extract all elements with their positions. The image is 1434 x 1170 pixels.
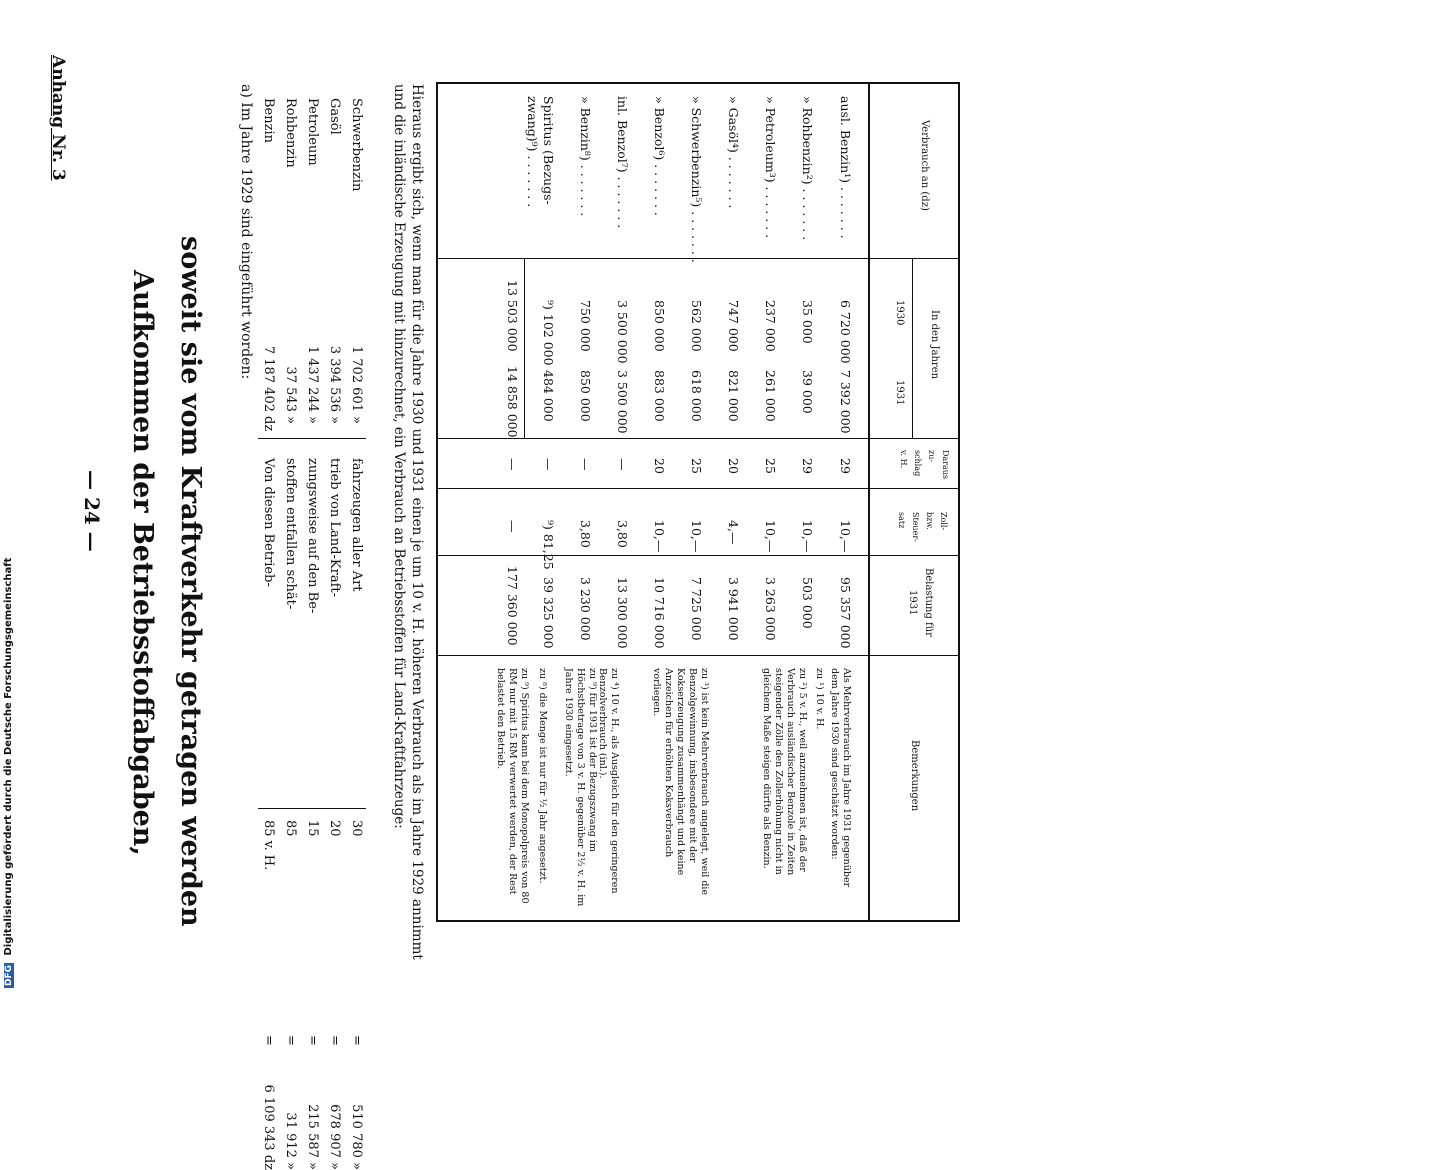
table-top-border bbox=[436, 82, 960, 84]
import-value: 37 543 bbox=[283, 366, 298, 412]
import-unit: » bbox=[305, 416, 320, 424]
total-1931: 14 858 000 bbox=[505, 366, 520, 438]
value-belastung: 503 000 bbox=[800, 577, 815, 629]
value-zollsatz: 10,— bbox=[763, 520, 778, 553]
value-zuschlag: 29 bbox=[800, 458, 815, 474]
header-zollsatz-b: bzw. bbox=[925, 512, 934, 530]
value-zollsatz: 3,80 bbox=[615, 520, 630, 548]
header-zuschlag-c: schlag bbox=[913, 450, 922, 477]
value-zollsatz: ⁹) 81,25 bbox=[541, 520, 556, 570]
equals-sign: = bbox=[305, 1035, 320, 1046]
totals-rule bbox=[524, 258, 525, 438]
value-belastung: 3 263 000 bbox=[763, 577, 778, 641]
table-note: zu ⁹) für 1931 ist der Bezugszwang im Höchstbetrage von 3 v. H. gegenüber 2½ v. H. im Jahre 1930 eingesetzt. bbox=[563, 668, 598, 907]
header-zollsatz-a: Zoll- bbox=[939, 512, 948, 531]
value-zuschlag: — bbox=[578, 458, 593, 471]
value-zuschlag: 25 bbox=[689, 458, 704, 474]
brace-text-line: fahrzeugen aller Art bbox=[349, 458, 364, 592]
zuschlag-rule bbox=[436, 488, 960, 489]
row-label: » Schwerbenzin⁵) . . . . . . . bbox=[689, 96, 704, 263]
header-1930: 1930 bbox=[894, 300, 905, 326]
import-name: Schwerbenzin bbox=[349, 98, 364, 192]
row-label: zwang)⁹) . . . . . . . bbox=[525, 96, 540, 208]
anhang-label: Anhang Nr. 3 bbox=[48, 55, 68, 181]
years-1930-rule bbox=[436, 438, 960, 439]
value-1931: 618 000 bbox=[689, 370, 704, 422]
value-1930: 6 720 000 bbox=[838, 300, 853, 364]
value-zuschlag: — bbox=[541, 458, 556, 471]
value-1931: 821 000 bbox=[726, 370, 741, 422]
import-percent: 85 bbox=[283, 820, 298, 837]
total-zuschlag: — bbox=[505, 458, 520, 471]
value-1930: ⁹) 102 000 bbox=[541, 300, 556, 366]
brace-text-line: Von diesen Betrieb- bbox=[261, 458, 276, 587]
import-value: 1 437 244 bbox=[305, 345, 320, 412]
intro-text: a) Im Jahre 1929 sind eingeführt worden: bbox=[238, 84, 254, 380]
value-1930: 3 500 000 bbox=[615, 300, 630, 364]
page-subtitle: soweit sie vom Kraftverkehr getragen werden bbox=[175, 236, 206, 927]
header-zollsatz-d: satz bbox=[897, 512, 906, 529]
bemerkungen-rule bbox=[436, 655, 960, 656]
import-name: Petroleum bbox=[305, 98, 320, 166]
header-1931: 1931 bbox=[894, 380, 905, 406]
value-zollsatz: 10,— bbox=[652, 520, 667, 553]
page-number: — 24 — bbox=[80, 470, 104, 552]
header-zuschlag-d: v. H. bbox=[899, 450, 908, 469]
total-zollsatz: — bbox=[505, 520, 520, 533]
import-result: 215 587 » bbox=[305, 1104, 320, 1170]
equals-sign: = bbox=[283, 1035, 298, 1046]
table-note: zu ²) 5 v. H., weil anzunehmen ist, daß der Verbrauch ausländischer Benzole in Zeiten steigender Zölle den Zollerhöhung nicht in gleichem Maße steigen dürfte als Benzin. bbox=[761, 668, 808, 876]
value-belastung: 95 357 000 bbox=[838, 577, 853, 649]
header-bemerkungen: Bemerkungen bbox=[909, 740, 920, 812]
sidebar-credit bbox=[3, 558, 14, 988]
row-label: » Benzin⁸) . . . . . . . bbox=[578, 96, 593, 217]
row-label: inl. Benzol⁷) . . . . . . . bbox=[615, 96, 630, 229]
value-1930: 850 000 bbox=[652, 300, 667, 352]
import-value: 7 187 402 bbox=[261, 345, 276, 412]
value-1930: 750 000 bbox=[578, 300, 593, 352]
table-bottom-border bbox=[436, 920, 960, 922]
header-zuschlag-a: Daraus bbox=[941, 450, 950, 480]
header-belastung-b: 1931 bbox=[907, 590, 918, 616]
value-zuschlag: 20 bbox=[652, 458, 667, 474]
import-name: Gasöl bbox=[327, 98, 342, 135]
import-percent: 15 bbox=[305, 820, 320, 837]
row-label: » Rohbenzin²) . . . . . . . bbox=[800, 96, 815, 241]
value-1930: 747 000 bbox=[726, 300, 741, 352]
value-1930: 237 000 bbox=[763, 300, 778, 352]
value-1931: 484 000 bbox=[541, 370, 556, 422]
import-name: Rohbenzin bbox=[283, 98, 298, 168]
value-zollsatz: 10,— bbox=[689, 520, 704, 553]
equals-sign: = bbox=[349, 1035, 364, 1046]
table-note: zu ⁴) 10 v. H., als Ausgleich für den geringeren Benzolverbrauch (inl.). bbox=[597, 668, 620, 894]
import-unit: dz bbox=[261, 416, 276, 432]
years-header-split bbox=[912, 258, 913, 438]
value-zuschlag: 20 bbox=[726, 458, 741, 474]
brace-text-line: zungsweise auf den Be- bbox=[305, 458, 320, 614]
import-result: 678 907 » bbox=[327, 1104, 342, 1170]
import-unit: » bbox=[349, 416, 364, 424]
table-note: zu ⁹) Spiritus kann bei dem Monopolpreis von 80 RM nur mit 15 RM verwertet werden, der Rest belastet den Betrieb. bbox=[495, 668, 530, 904]
table-left-border bbox=[436, 82, 438, 922]
value-1930: 562 000 bbox=[689, 300, 704, 352]
import-value: 3 394 536 bbox=[327, 345, 342, 412]
table-note: Als Mehrverbrauch im Jahre 1931 gegenüber dem Jahre 1930 sind geschätzt worden: bbox=[829, 668, 852, 888]
row-label: Spiritus (Bezugs- bbox=[541, 96, 556, 205]
dfg-logo: DFG bbox=[4, 964, 14, 986]
value-belastung: 39 325 000 bbox=[541, 577, 556, 649]
import-value: 1 702 601 bbox=[349, 345, 364, 412]
header-in-den-jahren: In den Jahren bbox=[929, 310, 940, 380]
row-label: » Petroleum³) . . . . . . . bbox=[763, 96, 778, 239]
row-label: » Gasöl⁴) . . . . . . . bbox=[726, 96, 741, 209]
value-1931: 850 000 bbox=[578, 370, 593, 422]
header-zuschlag-b: zu- bbox=[927, 450, 936, 463]
table-note: zu ⁸) die Menge ist nur für ½ Jahr angesetzt. bbox=[537, 668, 548, 884]
value-zollsatz: 10,— bbox=[838, 520, 853, 553]
value-belastung: 3 941 000 bbox=[726, 577, 741, 641]
header-zollsatz-c: Steuer- bbox=[911, 512, 920, 542]
value-zuschlag: 25 bbox=[763, 458, 778, 474]
value-zollsatz: 4,— bbox=[726, 520, 741, 545]
value-1931: 3 500 000 bbox=[615, 370, 630, 434]
import-unit: » bbox=[327, 416, 342, 424]
value-zuschlag: 29 bbox=[838, 458, 853, 474]
header-rule bbox=[868, 82, 870, 922]
body-paragraph: Hieraus ergibt sich, wenn man für die Jahre 1930 und 1931 einen je um 10 v. H. höheren Verbrauch als im Jahre 1929 annimmt und die inländische Erzeugung mit hinzurechnet, ein Verbrauch an Betriebsstoffen für Land-Kraftfahrzeuge: bbox=[391, 84, 425, 960]
brace-text-line: stoffen entfallen schät- bbox=[283, 458, 298, 610]
equals-sign: = bbox=[327, 1035, 342, 1046]
table-note: zu ³) ist kein Mehrverbrauch angelegt, weil die Benzolgewinnung, insbesondere mit der Kokserzeugung zusammenhängt und keine Anzeichen für erhöhten Koksverbrauch vorliegen. bbox=[651, 668, 710, 896]
value-1931: 261 000 bbox=[763, 370, 778, 422]
equals-sign: = bbox=[261, 1035, 276, 1046]
import-result: 6 109 343 dz bbox=[261, 1084, 276, 1170]
value-belastung: 10 716 000 bbox=[652, 577, 667, 649]
value-zuschlag: — bbox=[615, 458, 630, 471]
total-belastung: 177 360 000 bbox=[505, 566, 520, 646]
import-percent: 20 bbox=[327, 820, 342, 837]
value-1931: 7 392 000 bbox=[838, 370, 853, 434]
value-belastung: 13 300 000 bbox=[615, 577, 630, 649]
import-result: 510 780 » bbox=[349, 1104, 364, 1170]
value-1931: 39 000 bbox=[800, 370, 815, 414]
sidebar-text: Digitalisierung gefördert durch die Deutsche Forschungsgemeinschaft bbox=[3, 557, 14, 956]
value-1931: 883 000 bbox=[652, 370, 667, 422]
value-1930: 35 000 bbox=[800, 300, 815, 344]
import-percent: 85 v. H. bbox=[261, 820, 276, 871]
header-belastung-a: Belastung für bbox=[923, 568, 934, 637]
import-name: Benzin bbox=[261, 98, 276, 143]
page-title: Aufkommen der Betriebsstoffabgaben, bbox=[127, 270, 158, 856]
row-label: » Benzol⁶) . . . . . . . bbox=[652, 96, 667, 216]
value-belastung: 7 725 000 bbox=[689, 577, 704, 641]
value-zollsatz: 10,— bbox=[800, 520, 815, 553]
table-note: zu ¹) 10 v. H. bbox=[814, 668, 825, 730]
brace-text-line: trieb von Land-Kraft- bbox=[327, 458, 342, 597]
total-1930: 13 503 000 bbox=[505, 280, 520, 352]
header-verbrauch: Verbrauch an (dz) bbox=[919, 120, 930, 211]
import-result: 31 912 » bbox=[283, 1112, 298, 1170]
import-percent: 30 bbox=[349, 820, 364, 837]
value-zollsatz: 3,80 bbox=[578, 520, 593, 548]
value-belastung: 3 230 000 bbox=[578, 577, 593, 641]
import-unit: » bbox=[283, 416, 298, 424]
table-right-border bbox=[958, 82, 960, 922]
row-label: ausl. Benzin¹) . . . . . . . bbox=[838, 96, 853, 239]
belastung-rule bbox=[436, 555, 960, 556]
